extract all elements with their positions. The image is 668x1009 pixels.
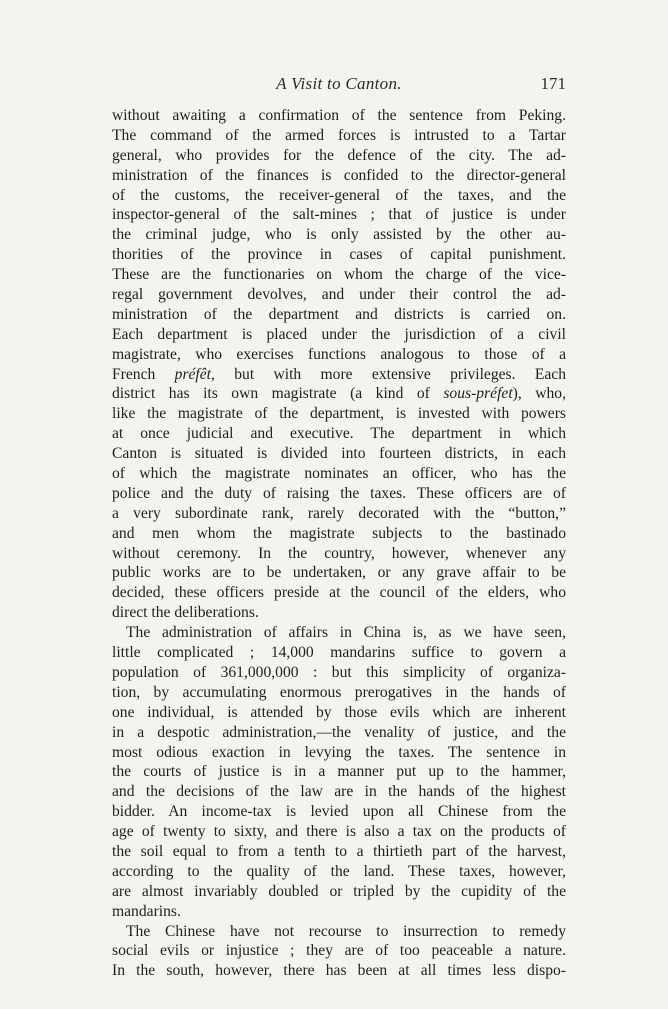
text-line: social evils or injustice ; they are of too peaceable a nature. bbox=[112, 942, 566, 960]
text-line: are almost invariably doubled or tripled by the cupidity of the bbox=[112, 882, 566, 900]
body-text bbox=[112, 106, 566, 981]
text-line: district has its own magistrate (a kind of sous-préfet), who, bbox=[112, 385, 566, 403]
text-line: and men whom the magistrate subjects to the bastinado bbox=[112, 524, 566, 542]
text-line: in a despotic administration,—the venality of justice, and the bbox=[112, 723, 566, 741]
text-line: of the customs, the receiver-general of the taxes, and the bbox=[112, 186, 566, 204]
text-line: regal government devolves, and under their control the ad- bbox=[112, 286, 566, 304]
text-line: These are the functionaries on whom the charge of the vice- bbox=[112, 266, 566, 284]
text-line: without awaiting a confirmation of the sentence from Peking. bbox=[112, 107, 566, 124]
text-line: the criminal judge, who is only assisted by the other au- bbox=[112, 226, 566, 244]
text-line: The Chinese have not recourse to insurrection to remedy bbox=[126, 922, 566, 940]
page-number: 171 bbox=[540, 74, 566, 93]
text-line: The command of the armed forces is intrusted to a Tartar bbox=[112, 126, 566, 144]
text-line: of which the magistrate nominates an officer, who has the bbox=[112, 465, 566, 483]
italic-term: sous-préfet bbox=[443, 385, 513, 403]
text-line: bidder. An income-tax is levied upon all Chinese from the bbox=[112, 803, 566, 821]
text-line: direct the deliberations. bbox=[112, 604, 259, 622]
text-line: age of twenty to sixty, and there is also a tax on the products of bbox=[112, 823, 566, 841]
text-line: most odious exaction in levying the taxes. The sentence in bbox=[112, 743, 566, 761]
text-line: without ceremony. In the country, however, whenever any bbox=[112, 544, 566, 562]
text-line: according to the quality of the land. These taxes, however, bbox=[112, 862, 566, 880]
text-line: tion, by accumulating enormous prerogatives in the hands of bbox=[112, 683, 566, 701]
text-line: Each department is placed under the jurisdiction of a civil bbox=[112, 325, 566, 343]
text-line: ministration of the finances is confided to the director-general bbox=[112, 166, 566, 184]
text-line: thorities of the province in cases of capital punishment. bbox=[112, 246, 566, 264]
text-line: public works are to be undertaken, or any grave affair to be bbox=[112, 564, 566, 582]
text-line: ministration of the department and districts is carried on. bbox=[112, 305, 566, 323]
text-line: and the decisions of the law are in the hands of the highest bbox=[112, 783, 566, 801]
text-line: mandarins. bbox=[112, 902, 181, 920]
text-line: magistrate, who exercises functions analogous to those of a bbox=[112, 345, 566, 363]
text-line: Canton is situated is divided into fourteen districts, in each bbox=[112, 445, 566, 463]
text-line: one individual, is attended by those evils which are inherent bbox=[112, 703, 566, 721]
text-line: the courts of justice is in a manner put up to the hammer, bbox=[112, 763, 566, 781]
text-line: like the magistrate of the department, is invested with powers bbox=[112, 405, 566, 423]
text-line: police and the duty of raising the taxes. These officers are of bbox=[112, 484, 566, 502]
text-line: the soil equal to from a tenth to a thirtieth part of the harvest, bbox=[112, 842, 566, 860]
text-line: French préfêt, but with more extensive privileges. Each bbox=[112, 365, 567, 383]
text-line: a very subordinate rank, rarely decorated with the “button,” bbox=[112, 504, 566, 522]
text-line: little complicated ; 14,000 mandarins suffice to govern a bbox=[112, 644, 566, 662]
running-title: A Visit to Canton. bbox=[276, 74, 402, 93]
page-header bbox=[112, 74, 566, 98]
text-line: population of 361,000,000 : but this simplicity of organiza- bbox=[112, 663, 566, 681]
text-line: The administration of affairs in China is, as we have seen, bbox=[126, 624, 566, 642]
text-line: at once judicial and executive. The department in which bbox=[112, 425, 566, 443]
text-line: general, who provides for the defence of the city. The ad- bbox=[112, 146, 566, 164]
text-line: decided, these officers preside at the council of the elders, who bbox=[112, 584, 566, 602]
italic-term: préfêt bbox=[174, 365, 212, 383]
text-line: In the south, however, there has been at all times less dispo- bbox=[112, 962, 566, 980]
text-line: inspector-general of the salt-mines ; that of justice is under bbox=[112, 206, 566, 224]
